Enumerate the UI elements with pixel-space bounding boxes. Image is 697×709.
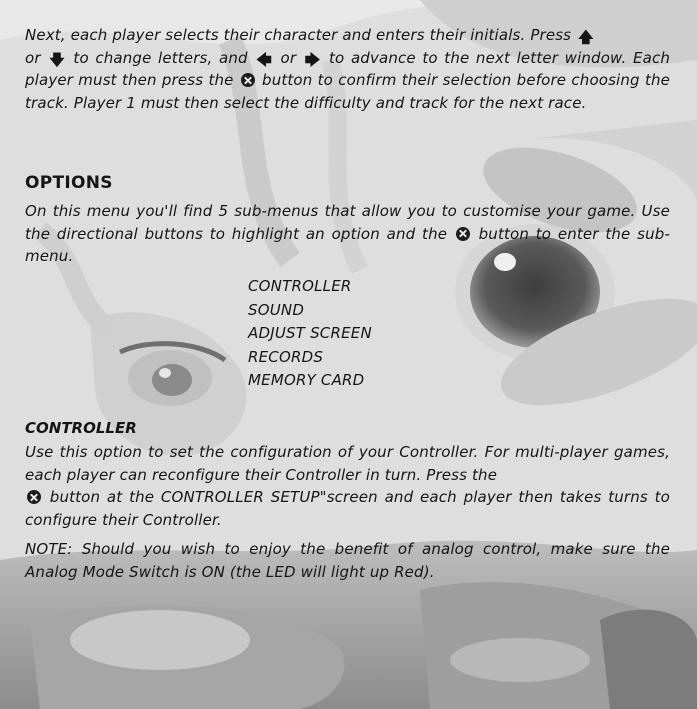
arrow-right-icon: 🡆 xyxy=(304,50,321,69)
options-paragraph: On this menu you'll find 5 sub-menus that allow you to customise your game. Use the directional buttons to highlight an option and the button to enter the sub-menu. xyxy=(25,202,671,265)
cross-button-icon xyxy=(27,490,41,504)
sub-menu-item-sound: SOUND xyxy=(248,300,305,319)
sub-menu-item-controller: CONTROLLER xyxy=(248,277,352,295)
note-paragraph: NOTE: Should you wish to enjoy the benefit of analog control, make sure the Analog Mode Switch is ON (the LED will light up Red). xyxy=(25,540,670,581)
arrow-left-icon: 🡄 xyxy=(256,50,272,69)
sub-menu-item-adjust-screen: ADJUST SCREEN xyxy=(248,324,372,342)
sub-menu-item-memory-card: MEMORY CARD xyxy=(248,371,365,389)
intro-paragraph: Next, each player selects their character and enters their initials. Press 🡅 or 🡇 to change letters, and 🡄 or 🡆 to advance to the next letter window. Each player must then press the button to confirm their selection before choosing the track. Player 1 must then select the difficulty and track for the next race. xyxy=(25,26,671,112)
sub-menu-list xyxy=(248,275,372,393)
cross-button-icon xyxy=(241,73,255,87)
arrow-down-icon: 🡇 xyxy=(49,50,65,69)
sub-menu-item-records: RECORDS xyxy=(248,347,324,366)
options-heading: OPTIONS xyxy=(25,173,113,193)
controller-heading: CONTROLLER xyxy=(25,419,137,437)
arrow-up-icon: 🡅 xyxy=(578,28,594,46)
cross-button-icon xyxy=(456,227,470,241)
controller-paragraph: Use this option to set the configuration of your Controller. For multi-player games, each player can reconfigure their Controller in turn. Press the button at the CONTROLLER SETUP"screen and each player then takes turns to configure their Controller. xyxy=(25,443,670,529)
